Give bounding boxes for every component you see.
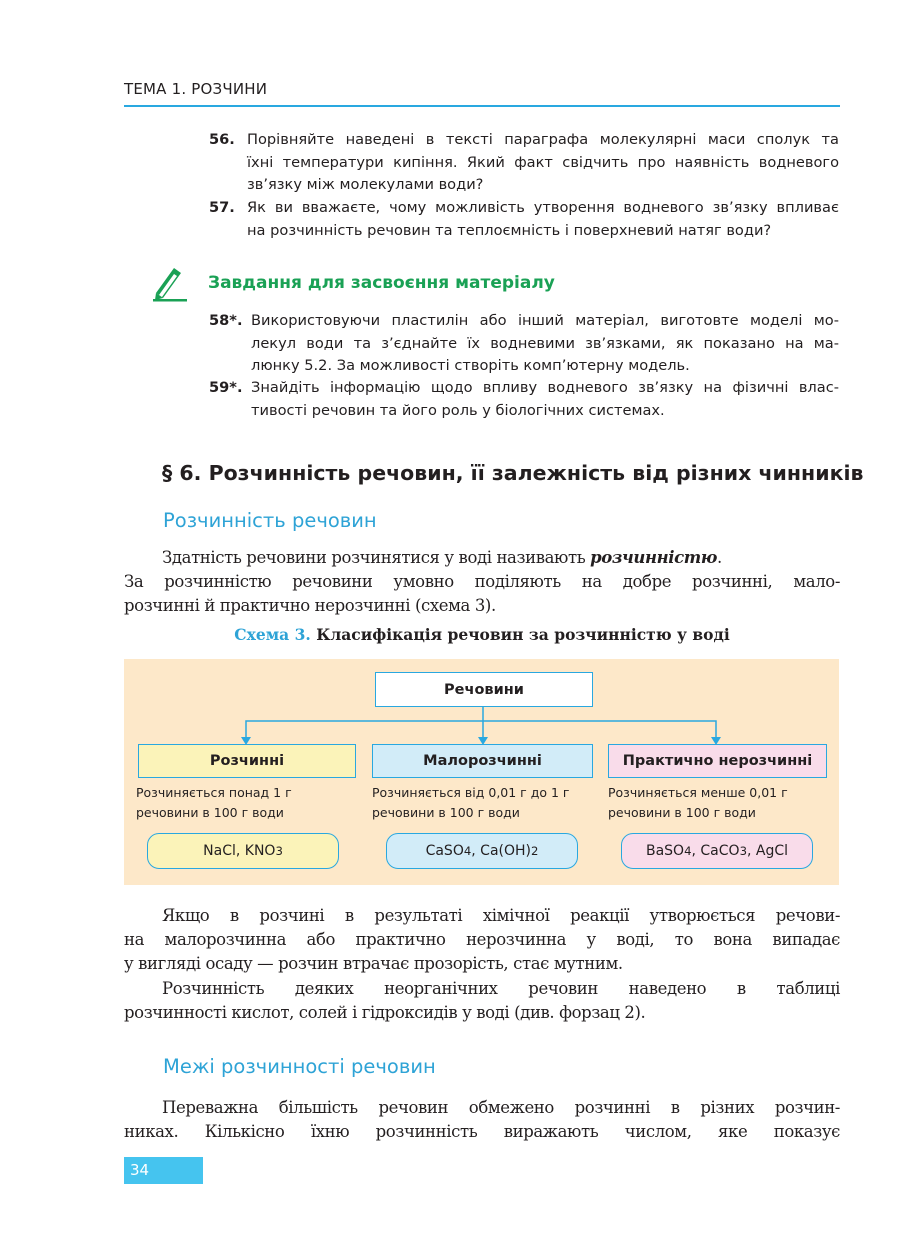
formula-subscript: 2 [531,844,539,858]
text-line: За розчинністю речовини умовно поділяють на добре розчинні, мало- [124,572,840,591]
question-number: 56. [209,131,235,148]
category-description [608,783,788,823]
category-soluble: Розчинні [138,744,356,778]
formula-text: , Ca(OH) [471,843,531,859]
text-line: Переважна більшість речовин обмежено розчинні в різних розчин- [162,1098,840,1117]
text-line: на малорозчинна або практично нерозчинна у воді, то вона випадає [124,930,840,949]
running-header: ТЕМА 1. РОЗЧИНИ [124,80,268,98]
formula-subscript: 3 [739,844,747,858]
root-box: Речовини [375,672,593,707]
formula-text: , CaCO [691,843,740,859]
text-line: Знайдіть інформацію щодо впливу водневого зв’язку на фізичні влас- [251,379,839,396]
text-line: никах. Кількісно їхню розчинність виражають числом, яке показує [124,1122,840,1141]
text-line: на розчинність речовин та теплоємність і поверхневий натяг води? [247,221,772,239]
text-span: . [716,548,722,567]
question-text [247,197,839,242]
header-rule [124,105,840,107]
formula-text: BaSO [645,843,685,859]
section-title: § 6. Розчинність речовин, її залежність від різних чинників [162,461,864,485]
page-number: 34 [124,1157,203,1184]
category-slightly-soluble: Малорозчинні [372,744,593,778]
task-number: 58*. [209,312,243,329]
task-text [251,310,839,378]
task-58 [209,310,849,380]
question-text [247,129,839,197]
example-pill-soluble [147,833,339,869]
term-emphasis: розчинністю [590,548,717,567]
task-59 [209,377,849,425]
paragraph [124,546,840,618]
desc-line: Розчиняється від 0,01 г до 1 г [372,785,570,800]
formula-text: NaCl, KNO [203,843,276,859]
desc-line: речовини в 100 г води [136,805,284,820]
text-line: у вигляді осаду — розчин втрачає прозорість, стає мутним. [124,954,623,973]
text-span: Здатність речовини розчинятися у воді називають [162,548,591,567]
text-line: тивості речовин та його роль у біологічних системах. [251,401,665,419]
task-text [251,377,839,422]
desc-line: речовини в 100 г води [608,805,756,820]
text-line: Якщо в розчині в результаті хімічної реакції утворюється речови- [162,906,840,925]
desc-line: речовини в 100 г води [372,805,520,820]
schema-caption [124,625,840,644]
question-56 [209,129,849,199]
formula-subscript: 4 [463,844,472,858]
text-line: зв’язку між молекулами води? [247,176,484,193]
formula-subscript: 4 [684,844,692,858]
text-line: Порівняйте наведені в тексті параграфа молекулярні маси сполук та [247,131,839,148]
desc-line: Розчиняється понад 1 г [136,785,292,800]
text-line: Розчинність деяких неорганічних речовин наведено в таблиці [162,979,840,998]
tasks-title: Завдання для засвоєння матеріалу [208,273,555,293]
category-insoluble: Практично нерозчинні [608,744,827,778]
paragraph [124,904,840,1024]
question-number: 57. [209,199,235,216]
text-line: лекул води та з’єднайте їх водневими зв’язками, як показано на ма- [251,334,839,352]
formula-text: CaSO [425,843,464,859]
formula-text: , AgCl [746,843,789,859]
text-line: Як ви вважаєте, чому можливість утворення водневого зв’язку впливає [247,199,839,216]
subsection-title: Межі розчинності речовин [163,1055,436,1078]
category-description [136,783,292,823]
text-line: їхні температури кипіння. Який факт свідчить про наявність водневого [247,153,839,171]
text-line: люнку 5.2. За можливості створіть комп’ютерну модель. [251,357,690,374]
desc-line: Розчиняється менше 0,01 г [608,785,788,800]
text-line: розчинні й практично нерозчинні (схема 3). [124,596,496,615]
formula-subscript: 3 [275,844,283,858]
schema-label: Схема 3. [234,625,311,644]
subsection-title: Розчинність речовин [163,509,377,532]
text-line: Використовуючи пластилін або інший матеріал, виготовте моделі мо- [251,312,839,329]
classification-diagram [124,659,839,885]
text-line: розчинності кислот, солей і гідроксидів у воді (див. форзац 2). [124,1003,646,1022]
example-pill-slightly-soluble [386,833,578,869]
schema-caption-text: Класифікація речовин за розчинністю у воді [316,625,730,644]
pencil-icon [150,262,190,302]
category-description [372,783,569,823]
example-pill-insoluble [621,833,813,869]
text-line [162,546,722,570]
paragraph [124,1096,840,1144]
task-number: 59*. [209,379,243,396]
question-57 [209,197,849,245]
